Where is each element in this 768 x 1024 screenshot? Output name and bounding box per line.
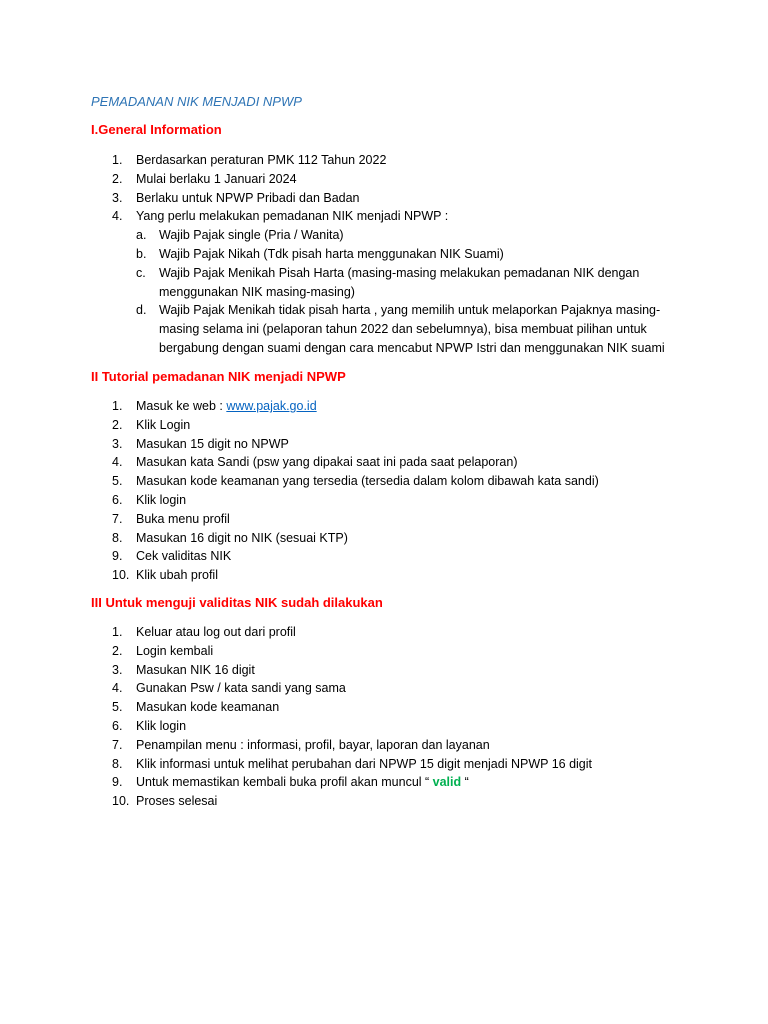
list-item [0, 755, 592, 774]
list-item [0, 717, 592, 736]
sublist-text: Wajib Pajak Menikah Pisah Harta (masing-masing melakukan pemadanan NIK dengan menggunakan NIK masing-masing) [159, 265, 640, 299]
list-number: 8. [112, 756, 123, 771]
list-text: Proses selesai [136, 794, 218, 809]
sublist-letter: c. [136, 265, 146, 280]
list-text: Masukan kata Sandi (psw yang dipakai saat ini pada saat pelaporan) [136, 455, 518, 470]
list-number: 10. [112, 568, 130, 583]
list-item [0, 453, 599, 472]
list-number: 1. [112, 625, 123, 639]
sublist-letter: d. [136, 303, 147, 318]
list-number: 9. [112, 775, 123, 790]
sublist-text: Wajib Pajak Menikah tidak pisah harta , yang memilih untuk melaporkan Pajaknya masing-masing selama ini (pelaporan tahun 2022 dan sebelumnya), bisa membuat pilihan untuk bergabung dengan suami dengan cara mencabut NPWP Istri dan menggunakan NIK suami [159, 303, 665, 355]
step-prefix: Untuk memastikan kembali buka profil akan muncul “ [136, 775, 433, 790]
sublist-text: Wajib Pajak Nikah (Tdk pisah harta menggunakan NIK Suami) [159, 246, 504, 261]
list-text: Gunakan Psw / kata sandi yang sama [136, 681, 346, 696]
list-text: Yang perlu melakukan pemadanan NIK menjadi NPWP : [136, 209, 449, 224]
list-text: Klik login [136, 492, 187, 507]
list-number: 9. [112, 549, 123, 564]
section-heading-general-information: I.General Information [91, 122, 222, 137]
sublist-letter: a. [136, 228, 147, 243]
list-item [0, 472, 599, 491]
list-text: Login kembali [136, 643, 214, 658]
general-information-list [0, 151, 679, 358]
list-number: 6. [112, 492, 123, 507]
list-number: 6. [112, 718, 123, 733]
list-item [0, 207, 679, 357]
document-title: PEMADANAN NIK MENJADI NPWP [91, 94, 302, 109]
list-item [0, 529, 599, 548]
list-item [0, 397, 599, 416]
sublist-letter: b. [136, 246, 147, 261]
section-heading-tutorial: II Tutorial pemadanan NIK menjadi NPWP [91, 369, 346, 384]
sublist-text: Wajib Pajak single (Pria / Wanita) [159, 228, 344, 243]
list-text: Buka menu profil [136, 511, 230, 526]
list-item [0, 642, 592, 661]
list-number: 3. [112, 436, 123, 451]
list-text: Berlaku untuk NPWP Pribadi dan Badan [136, 190, 360, 205]
list-item [0, 792, 592, 811]
tutorial-steps-list [0, 397, 599, 585]
list-text: Masukan 15 digit no NPWP [136, 436, 289, 451]
validity-test-list [0, 623, 592, 811]
list-number: 10. [112, 794, 130, 809]
list-number: 4. [112, 209, 123, 224]
sublist-item [0, 301, 679, 357]
step-suffix: “ [461, 775, 469, 790]
sublist-item [0, 245, 679, 264]
list-text: Penampilan menu : informasi, profil, bayar, laporan dan layanan [136, 737, 490, 752]
list-text: Masukan 16 digit no NIK (sesuai KTP) [136, 530, 348, 545]
pajak-website-link[interactable]: www.pajak.go.id [226, 399, 317, 413]
list-text [136, 773, 592, 792]
list-item [0, 435, 599, 454]
list-text: Klik login [136, 718, 187, 733]
list-number: 5. [112, 474, 123, 489]
list-text: Berdasarkan peraturan PMK 112 Tahun 2022 [136, 153, 387, 167]
list-item [0, 736, 592, 755]
list-text: Masukan kode keamanan yang tersedia (tersedia dalam kolom dibawah kata sandi) [136, 474, 599, 489]
valid-status-text: valid [432, 775, 462, 790]
list-number: 3. [112, 662, 123, 677]
list-number: 7. [112, 737, 123, 752]
list-number: 1. [112, 153, 123, 167]
list-text: Keluar atau log out dari profil [136, 625, 296, 639]
list-number: 8. [112, 530, 123, 545]
list-number: 1. [112, 399, 123, 413]
list-item [0, 623, 592, 642]
list-item [0, 416, 599, 435]
list-text: Klik Login [136, 417, 191, 432]
list-item [0, 510, 599, 529]
list-number: 4. [112, 455, 123, 470]
list-item [0, 566, 599, 585]
list-item [0, 189, 679, 208]
list-item [0, 170, 679, 189]
section-heading-validity-test: III Untuk menguji validitas NIK sudah dilakukan [91, 595, 383, 610]
sublist-item [0, 264, 679, 302]
list-item [0, 151, 679, 170]
list-item [0, 547, 599, 566]
list-text: Klik informasi untuk melihat perubahan dari NPWP 15 digit menjadi NPWP 16 digit [136, 756, 593, 771]
list-item [0, 661, 592, 680]
list-text: Klik ubah profil [136, 568, 218, 583]
sublist-item [0, 226, 679, 245]
list-text: Masukan NIK 16 digit [136, 662, 255, 677]
list-text [136, 397, 599, 416]
list-text: Mulai berlaku 1 Januari 2024 [136, 171, 297, 186]
list-number: 2. [112, 417, 123, 432]
list-item [0, 679, 592, 698]
list-item [0, 773, 592, 792]
list-number: 4. [112, 681, 123, 696]
list-item [0, 491, 599, 510]
list-number: 2. [112, 643, 123, 658]
list-number: 5. [112, 700, 123, 715]
step-prefix: Masuk ke web : [136, 399, 227, 413]
list-text: Cek validitas NIK [136, 549, 232, 564]
taxpayer-type-sublist [0, 226, 679, 358]
list-text: Masukan kode keamanan [136, 700, 280, 715]
list-number: 3. [112, 190, 123, 205]
list-item [0, 698, 592, 717]
list-number: 2. [112, 171, 123, 186]
list-number: 7. [112, 511, 123, 526]
